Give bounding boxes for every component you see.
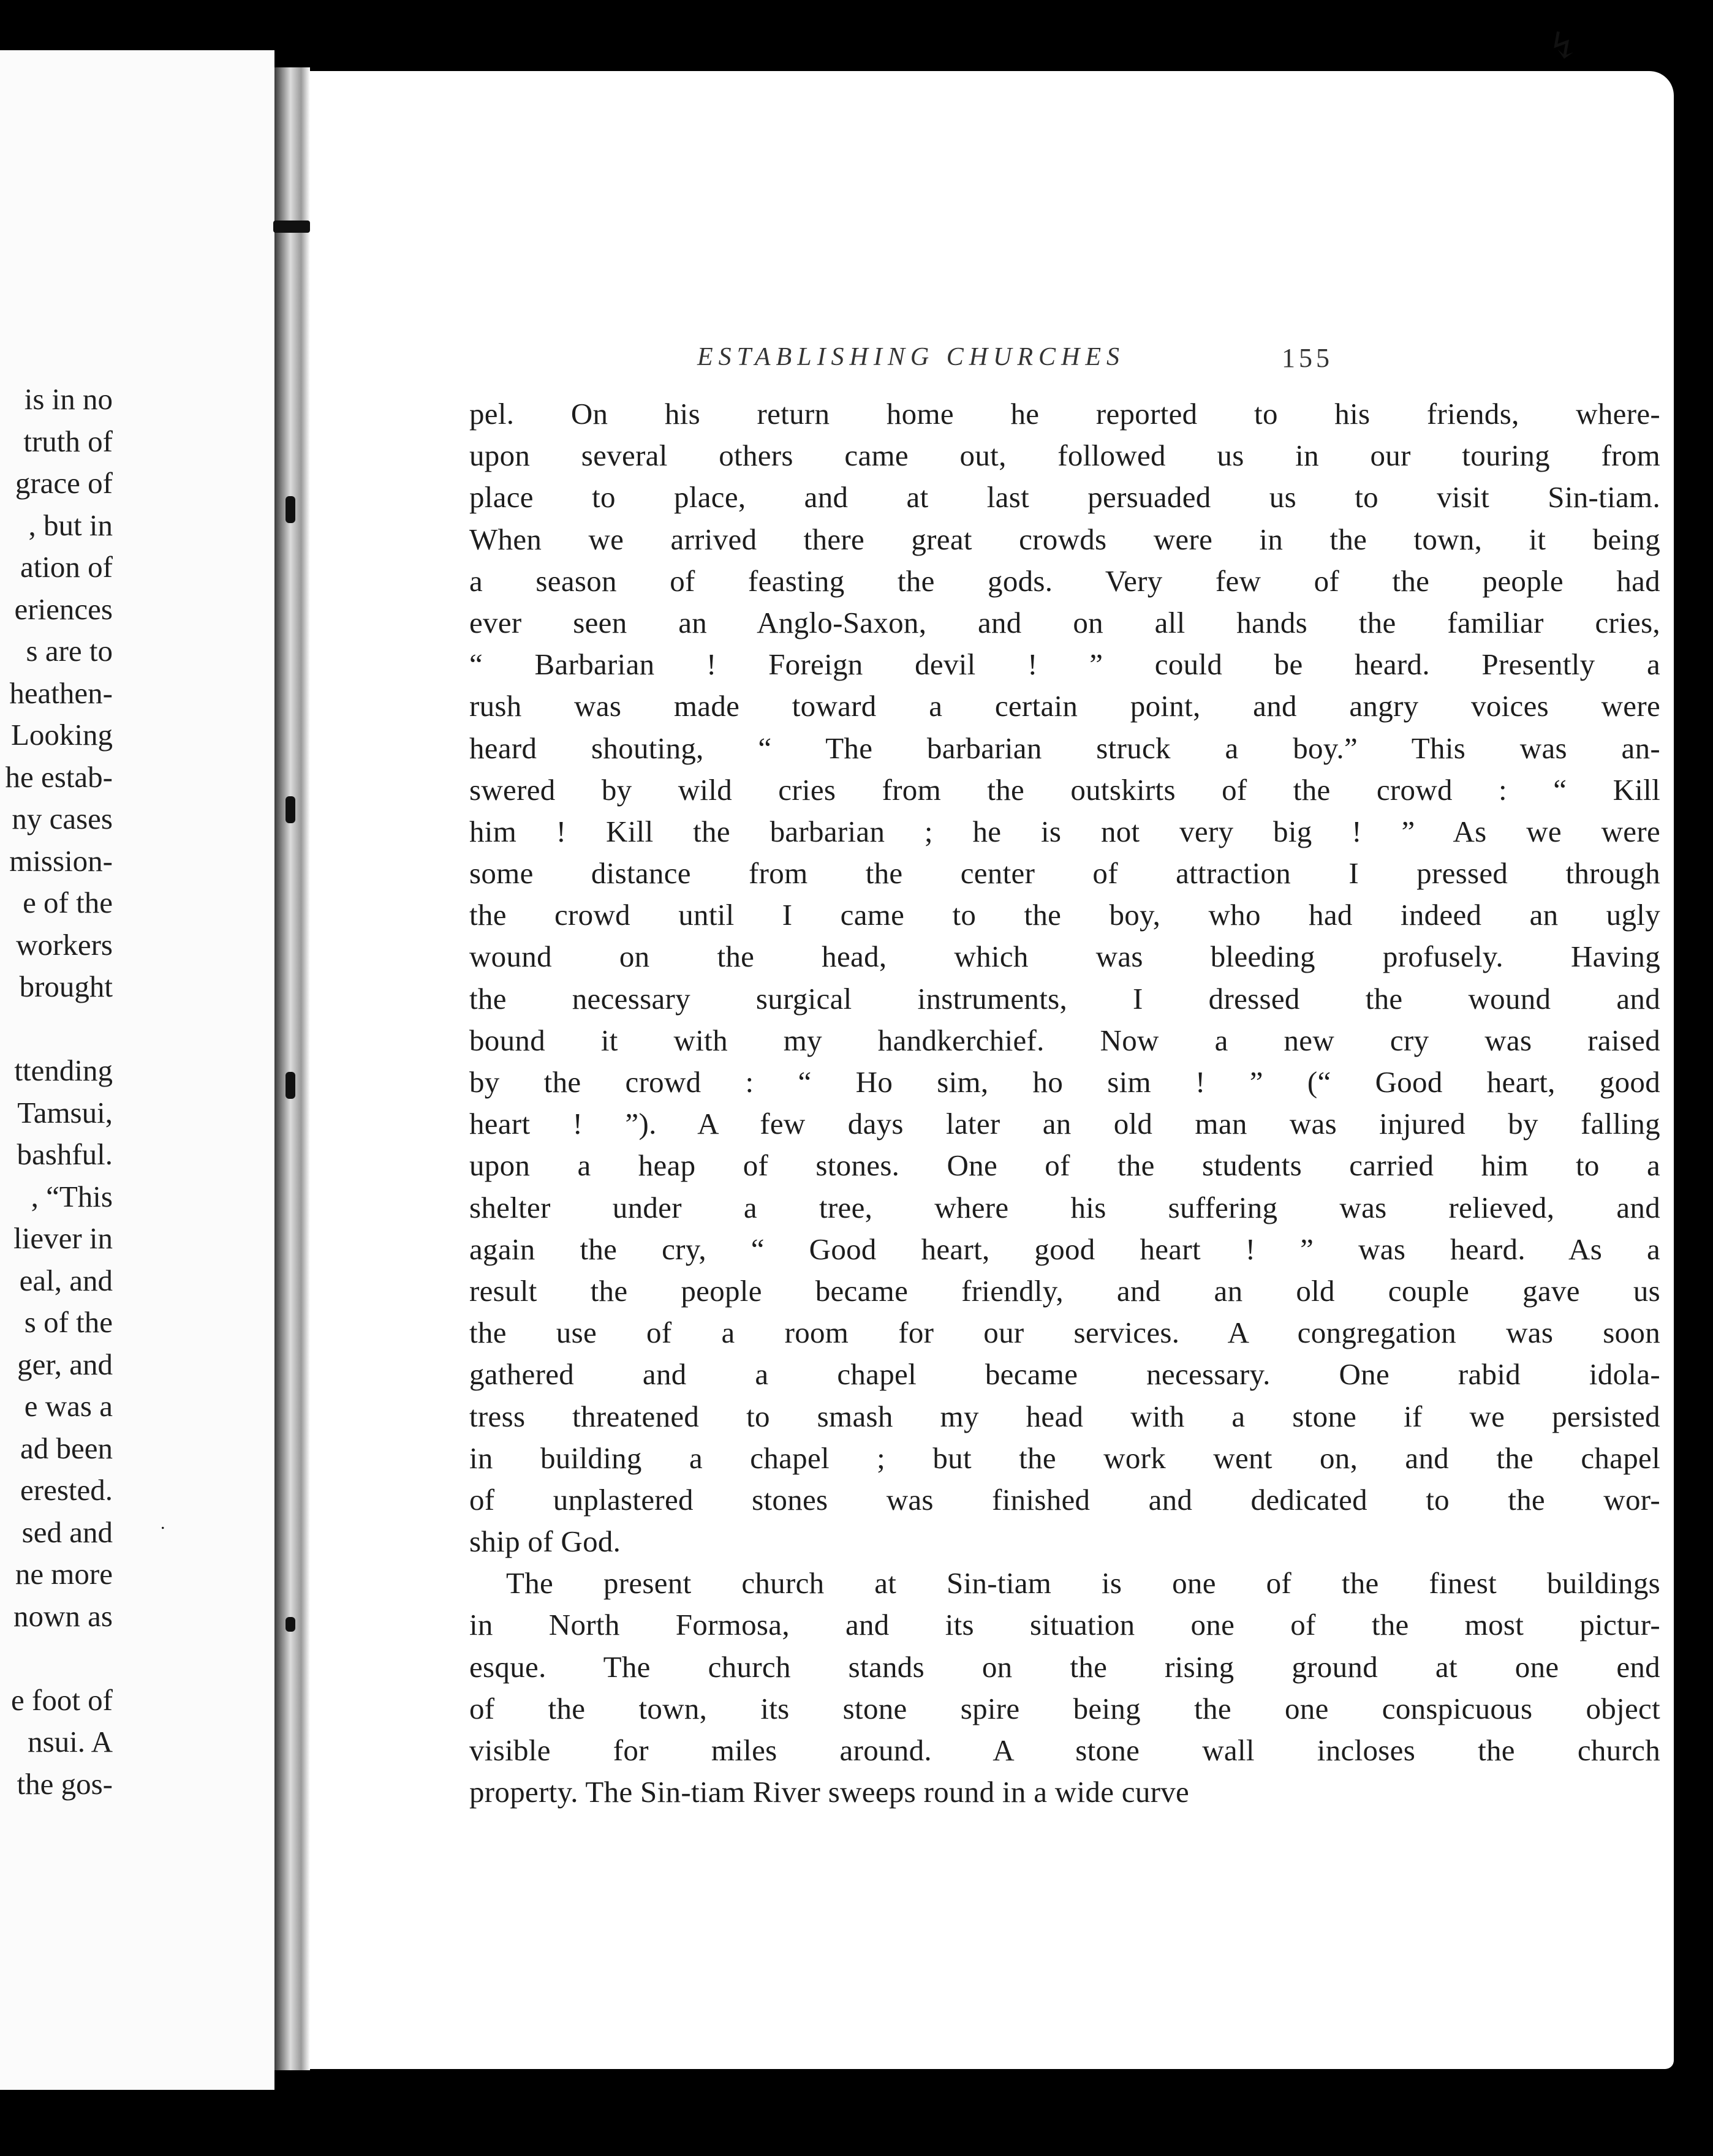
page-number: 155: [1282, 343, 1333, 373]
facing-text-line: heathen-: [9, 676, 113, 710]
text-line: “ Barbarian ! Foreign devil ! ” could be heard. Presently a: [469, 647, 1660, 682]
facing-text-line: the gos-: [17, 1766, 113, 1801]
facing-text-line: truth of: [23, 424, 113, 458]
text-line: the necessary surgical instruments, I dressed the wound and: [469, 981, 1660, 1016]
margin-mark: ↯: [1548, 26, 1579, 66]
text-line: swered by wild cries from the outskirts of the crowd : “ Kill: [469, 772, 1660, 807]
facing-text-line: ttending: [14, 1054, 113, 1087]
text-line: gathered and a chapel became necessary. One rabid idola-: [469, 1357, 1660, 1392]
text-line: The present church at Sin-tiam is one of the finest buildings: [506, 1566, 1660, 1600]
facing-text-line: grace of: [15, 466, 113, 500]
text-line: ever seen an Anglo-Saxon, and on all hands the familiar cries,: [469, 605, 1660, 639]
text-line: him ! Kill the barbarian ; he is not very big ! ” As we were: [469, 814, 1660, 848]
facing-text-line: brought: [19, 970, 113, 1003]
text-line: When we arrived there great crowds were in the town, it being: [469, 522, 1660, 556]
facing-text-line: ne more: [15, 1557, 113, 1591]
book-gutter: [274, 67, 310, 2070]
facing-text-line: nsui. A: [28, 1725, 113, 1758]
binding-mark: [273, 221, 310, 233]
body-text: [469, 393, 1660, 1813]
facing-text-line: ad been: [20, 1431, 113, 1465]
binding-mark: [286, 496, 295, 523]
facing-text-line: [0, 1637, 113, 1679]
text-line: of the town, its stone spire being the one conspicuous object: [469, 1691, 1660, 1725]
text-line: by the crowd : “ Ho sim, ho sim ! ” (“ Good heart, good: [469, 1065, 1660, 1099]
facing-page-text: [0, 379, 113, 1805]
facing-text-line: , “This: [31, 1179, 113, 1213]
facing-text-line: liever in: [13, 1221, 113, 1255]
facing-text-line: he estab-: [5, 760, 113, 794]
running-head: [310, 342, 1674, 379]
text-line: some distance from the center of attraction I pressed through: [469, 856, 1660, 891]
binding-mark: [286, 1072, 295, 1099]
text-line: esque. The church stands on the rising ground at one end: [469, 1649, 1660, 1684]
margin-mark: .: [161, 1513, 165, 1533]
text-line: heart ! ”). A few days later an old man was injured by falling: [469, 1107, 1660, 1141]
facing-text-line: s are to: [26, 634, 113, 668]
running-head-title: ESTABLISHING CHURCHES: [697, 343, 1125, 371]
text-line: shelter under a tree, where his suffering was relieved, and: [469, 1190, 1660, 1224]
facing-text-line: sed and: [21, 1515, 113, 1549]
facing-text-line: Tamsui,: [17, 1095, 113, 1129]
facing-text-line: erested.: [20, 1473, 113, 1507]
facing-text-line: ny cases: [12, 802, 113, 835]
book-page-right: [310, 71, 1674, 2069]
facing-text-line: s of the: [24, 1305, 113, 1339]
text-line: of unplastered stones was finished and dedicated to the wor-: [469, 1482, 1660, 1517]
text-line: the crowd until I came to the boy, who had indeed an ugly: [469, 898, 1660, 932]
text-line: pel. On his return home he reported to his friends, where-: [469, 397, 1660, 431]
facing-text-line: , but in: [28, 508, 113, 542]
facing-text-line: ger, and: [17, 1347, 113, 1381]
text-line: in building a chapel ; but the work went on, and the chapel: [469, 1441, 1660, 1475]
facing-text-line: eriences: [14, 592, 113, 626]
text-line: a season of feasting the gods. Very few of the people had: [469, 564, 1660, 598]
facing-text-line: ation of: [20, 550, 113, 584]
facing-text-line: e of the: [23, 886, 113, 919]
text-line: ship of God.: [469, 1525, 621, 1559]
binding-mark: [286, 796, 295, 823]
facing-text-line: is in no: [24, 382, 113, 416]
text-line: place to place, and at last persuaded us to visit Sin-tiam.: [469, 480, 1660, 514]
text-line: visible for miles around. A stone wall incloses the church: [469, 1733, 1660, 1767]
facing-page-left: [0, 50, 274, 2090]
facing-text-line: nown as: [13, 1599, 113, 1633]
text-line: heard shouting, “ The barbarian struck a boy.” This was an-: [469, 731, 1660, 765]
facing-text-line: workers: [16, 927, 113, 962]
facing-text-line: mission-: [9, 843, 113, 878]
binding-mark: [286, 1617, 295, 1632]
text-line: bound it with my handkerchief. Now a new cry was raised: [469, 1023, 1660, 1057]
facing-text-line: bashful.: [17, 1137, 113, 1171]
facing-text-line: e was a: [24, 1389, 113, 1423]
text-line: the use of a room for our services. A congregation was soon: [469, 1316, 1660, 1350]
facing-text-line: eal, and: [19, 1263, 113, 1297]
text-line: tress threatened to smash my head with a stone if we persisted: [469, 1399, 1660, 1433]
text-line: upon several others came out, followed us in our touring from: [469, 439, 1660, 473]
facing-text-line: Looking: [10, 718, 113, 752]
facing-text-line: e foot of: [11, 1683, 113, 1717]
text-line: property. The Sin-tiam River sweeps round in a wide curve: [469, 1775, 1190, 1809]
facing-text-line: [0, 1008, 113, 1050]
text-line: rush was made toward a certain point, and angry voices were: [469, 689, 1660, 723]
text-line: again the cry, “ Good heart, good heart ! ” was heard. As a: [469, 1232, 1660, 1266]
text-line: result the people became friendly, and an old couple gave us: [469, 1273, 1660, 1308]
text-line: upon a heap of stones. One of the students carried him to a: [469, 1148, 1660, 1183]
text-line: wound on the head, which was bleeding profusely. Having: [469, 940, 1660, 974]
text-line: in North Formosa, and its situation one of the most pictur-: [469, 1608, 1660, 1642]
